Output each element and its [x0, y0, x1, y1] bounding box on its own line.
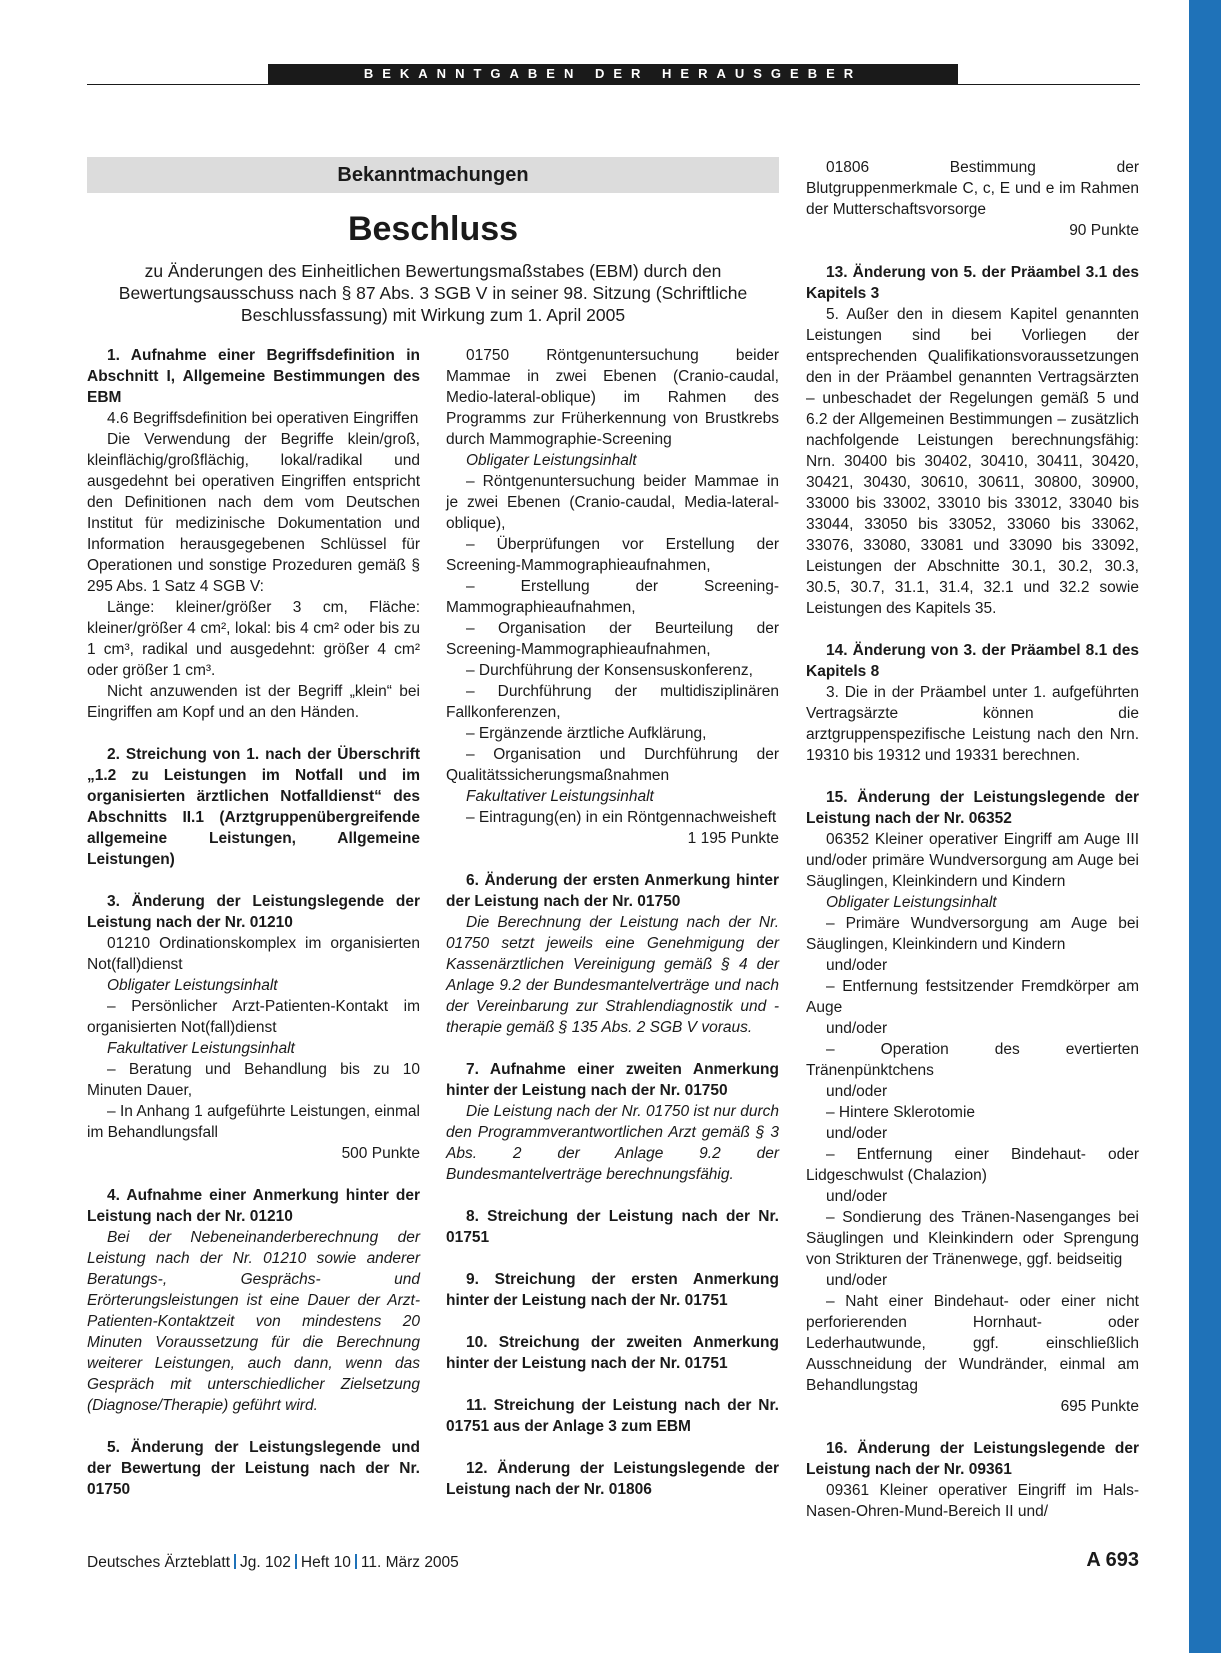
- section-heading: 15. Änderung der Leistungslegende der Leistung nach der Nr. 06352: [806, 789, 1139, 827]
- paragraph: – Persönlicher Arzt-Patienten-Kontakt im organisierten Not(fall)dienst: [87, 998, 420, 1036]
- section-heading: 2. Streichung von 1. nach der Überschrift „1.2 zu Leistungen im Notfall und im organisierten ärztlichen Notfalldienst“ des Abschnitts II.1 (Arztgruppenübergreifende allgemeine Leistungen, Allgemeine Leistungen): [87, 746, 420, 868]
- footer: [87, 1554, 459, 1572]
- journal-volume: Jg. 102: [240, 1554, 291, 1571]
- section-heading: 14. Änderung von 3. der Präambel 8.1 des Kapitels 8: [806, 642, 1139, 680]
- paragraph: und/oder: [826, 1188, 888, 1205]
- paragraph: – Ergänzende ärztliche Aufklärung,: [466, 725, 707, 742]
- category-title-box: Bekanntmachungen: [87, 157, 779, 193]
- paragraph: – Überprüfungen vor Erstellung der Screening-Mammographieaufnahmen,: [446, 536, 779, 574]
- paragraph: – Sondierung des Tränen-Nasenganges bei Säuglingen und Kleinkindern oder Sprengung von Strikturen der Tränenwege, ggf. beidseitig: [806, 1209, 1139, 1268]
- paragraph: 01750 Röntgenuntersuchung beider Mammae in zwei Ebenen (Cranio-caudal, Medio-lateral-oblique) im Rahmen des Programms zur Früherkennung von Brustkrebs durch Mammographie-Screening: [446, 347, 779, 448]
- paragraph: 4.6 Begriffsdefinition bei operativen Eingriffen: [107, 410, 419, 427]
- paragraph: 01210 Ordinationskomplex im organisierten Not(fall)dienst: [87, 935, 420, 973]
- points-line: [87, 1143, 420, 1164]
- paragraph-italic: Obligater Leistungsinhalt: [107, 977, 278, 994]
- text-column-1: [87, 345, 420, 1500]
- section-heading: 5. Änderung der Leistungslegende und der Bewertung der Leistung nach der Nr. 01750: [87, 1439, 420, 1498]
- footer-separator: [295, 1554, 297, 1569]
- journal-date: 11. März 2005: [360, 1554, 459, 1571]
- paragraph: – Durchführung der multidisziplinären Fallkonferenzen,: [446, 683, 779, 721]
- text-column-3: [806, 157, 1139, 1522]
- section-heading: 9. Streichung der ersten Anmerkung hinter der Leistung nach der Nr. 01751: [446, 1271, 779, 1309]
- section-heading: 7. Aufnahme einer zweiten Anmerkung hinter der Leistung nach der Nr. 01750: [446, 1061, 779, 1099]
- text-column-2: [446, 345, 779, 1500]
- section-heading: 16. Änderung der Leistungslegende der Leistung nach der Nr. 09361: [806, 1440, 1139, 1478]
- points-line: [446, 828, 779, 849]
- points-value: 500 Punkte: [341, 1145, 420, 1162]
- paragraph: – In Anhang 1 aufgeführte Leistungen, einmal im Behandlungsfall: [87, 1103, 420, 1141]
- paragraph: – Entfernung einer Bindehaut- oder Lidgeschwulst (Chalazion): [806, 1146, 1139, 1184]
- points-value: 695 Punkte: [1060, 1398, 1139, 1415]
- points-line: [806, 220, 1139, 241]
- paragraph-italic: Obligater Leistungsinhalt: [466, 452, 637, 469]
- paragraph: 3. Die in der Präambel unter 1. aufgeführten Vertragsärzte können die arztgruppenspezifische Leistung nach den Nrn. 19310 bis 19312 und 19331 berechnen.: [806, 684, 1139, 764]
- paragraph: – Eintragung(en) in ein Röntgennachweisheft: [466, 809, 777, 826]
- paragraph-italic: Die Berechnung der Leistung nach der Nr. 01750 setzt jeweils eine Genehmigung der Kassenärztlichen Vereinigung gemäß § 4 der Anlage 9.2 der Bundesmantelverträge und nach der Vereinbarung zur Strahlendiagnostik und -therapie gemäß § 135 Abs. 2 SGB V voraus.: [446, 914, 779, 1036]
- subtitle-line: Bewertungsausschuss nach § 87 Abs. 3 SGB V in seiner 98. Sitzung (Schriftliche: [118, 283, 748, 303]
- paragraph: und/oder: [826, 1272, 888, 1289]
- paragraph-italic: Bei der Nebeneinanderberechnung der Leistung nach der Nr. 01210 sowie anderer Beratungs-, Gesprächs- und Erörterungsleistungen ist eine Dauer der Arzt-Patienten-Kontaktzeit von mindestens 20 Minuten Voraussetzung für die Berechnung weiterer Leistungen, auch dann, wenn das Gespräch mit unterschiedlicher Zielsetzung (Diagnose/Therapie) geführt wird.: [87, 1229, 420, 1414]
- paragraph: Nicht anzuwenden ist der Begriff „klein“ bei Eingriffen am Kopf und an den Händen.: [87, 683, 420, 721]
- section-header-bar: BEKANNTGABEN DER HERAUSGEBER: [268, 64, 958, 84]
- subtitle-line: zu Änderungen des Einheitlichen Bewertungsmaßstabes (EBM) durch den: [144, 261, 722, 281]
- section-heading: 8. Streichung der Leistung nach der Nr. 01751: [446, 1208, 779, 1246]
- paragraph-italic: Fakultativer Leistungsinhalt: [466, 788, 654, 805]
- blue-side-stripe: [1189, 0, 1221, 1653]
- paragraph: und/oder: [826, 1125, 888, 1142]
- paragraph-italic: Fakultativer Leistungsinhalt: [107, 1040, 295, 1057]
- journal-issue: Heft 10: [300, 1554, 351, 1571]
- paragraph: – Naht einer Bindehaut- oder einer nicht perforierenden Hornhaut- oder Lederhautwunde, ggf. einschließlich Ausschneidung der Wundränder, einmal am Behandlungstag: [806, 1293, 1139, 1394]
- paragraph: 01806 Bestimmung der Blutgruppenmerkmale C, c, E und e im Rahmen der Mutterschaftsvorsorge: [806, 159, 1139, 218]
- paragraph: – Organisation und Durchführung der Qualitätssicherungsmaßnahmen: [446, 746, 779, 784]
- paragraph: Länge: kleiner/größer 3 cm, Fläche: kleiner/größer 4 cm², lokal: bis 4 cm² oder bis zu 1 cm³, radikal und ausgedehnt: größer 4 cm² oder größer 1 cm³.: [87, 599, 420, 679]
- paragraph: – Operation des evertierten Tränenpünktchens: [806, 1041, 1139, 1079]
- section-heading: 1. Aufnahme einer Begriffsdefinition in Abschnitt I, Allgemeine Bestimmungen des EBM: [87, 347, 420, 406]
- points-line: [806, 1396, 1139, 1417]
- paragraph: – Durchführung der Konsensuskonferenz,: [466, 662, 753, 679]
- paragraph-italic: Obligater Leistungsinhalt: [826, 894, 997, 911]
- paragraph: 09361 Kleiner operativer Eingriff im Hals-Nasen-Ohren-Mund-Bereich II und/: [806, 1482, 1139, 1520]
- subtitle-line: Beschlussfassung) mit Wirkung zum 1. April 2005: [240, 305, 626, 325]
- paragraph: – Hintere Sklerotomie: [826, 1104, 976, 1121]
- paragraph: – Erstellung der Screening-Mammographieaufnahmen,: [446, 578, 779, 616]
- page-title: Beschluss: [347, 210, 519, 248]
- section-heading: 4. Aufnahme einer Anmerkung hinter der Leistung nach der Nr. 01210: [87, 1187, 420, 1225]
- paragraph: 06352 Kleiner operativer Eingriff am Auge III und/oder primäre Wundversorgung am Auge bei Säuglingen, Kleinkindern und Kindern: [806, 831, 1139, 890]
- paragraph: – Röntgenuntersuchung beider Mammae in je zwei Ebenen (Cranio-caudal, Media-lateral-oblique),: [446, 473, 779, 532]
- footer-separator: [234, 1554, 236, 1569]
- header-rule: [87, 84, 1140, 85]
- section-heading: 3. Änderung der Leistungslegende der Leistung nach der Nr. 01210: [87, 893, 420, 931]
- section-heading: 13. Änderung von 5. der Präambel 3.1 des Kapitels 3: [806, 264, 1139, 302]
- paragraph: und/oder: [826, 1020, 888, 1037]
- paragraph: 5. Außer den in diesem Kapitel genannten Leistungen sind bei Vorliegen der entsprechenden Qualifikationsvoraussetzungen den in der Präambel genannten Vertragsärzten – unbeschadet der Regelungen gemäß 5 und 6.2 der Allgemeinen Bestimmungen – zusätzlich nachfolgende Leistungen berechnungsfähig: Nrn. 30400 bis 30402, 30410, 30411, 30420, 30421, 30430, 30610, 30611, 30800, 30900, 33000 bis 33002, 33010 bis 33012, 33040 bis 33044, 33050 bis 33052, 33060 bis 33062, 33076, 33080, 33081 und 33090 bis 33092, Leistungen der Abschnitte 30.1, 30.2, 30.3, 30.5, 30.7, 31.1, 31.4, 32.1 und 32.2 sowie Leistungen des Kapitels 35.: [806, 306, 1139, 617]
- paragraph: und/oder: [826, 1083, 888, 1100]
- paragraph: – Primäre Wundversorgung am Auge bei Säuglingen, Kleinkindern und Kindern: [806, 915, 1139, 953]
- paragraph: – Organisation der Beurteilung der Screening-Mammographieaufnahmen,: [446, 620, 779, 658]
- section-heading: 11. Streichung der Leistung nach der Nr. 01751 aus der Anlage 3 zum EBM: [446, 1397, 779, 1435]
- paragraph-italic: Die Leistung nach der Nr. 01750 ist nur durch den Programmverantwortlichen Arzt gemäß § 3 Abs. 2 der Anlage 9.2 der Bundesmantelverträge berechnungsfähig.: [446, 1103, 779, 1183]
- paragraph: – Entfernung festsitzender Fremdkörper am Auge: [806, 978, 1139, 1016]
- points-value: 1 195 Punkte: [687, 830, 779, 847]
- section-heading: 6. Änderung der ersten Anmerkung hinter der Leistung nach der Nr. 01750: [446, 872, 779, 910]
- footer-separator: [355, 1554, 357, 1569]
- paragraph: Die Verwendung der Begriffe klein/groß, kleinflächig/großflächig, lokal/radikal und ausgedehnt bei operativen Eingriffen entspricht den Definitionen nach dem vom Deutschen Institut für medizinische Dokumentation und Information herausgegebenen Schlüssel für Operationen und sonstige Prozeduren gemäß § 295 Abs. 1 Satz 4 SGB V:: [87, 431, 420, 595]
- section-heading: 12. Änderung der Leistungslegende der Leistung nach der Nr. 01806: [446, 1460, 779, 1498]
- paragraph: – Beratung und Behandlung bis zu 10 Minuten Dauer,: [87, 1061, 420, 1099]
- points-value: 90 Punkte: [1069, 222, 1139, 239]
- paragraph: und/oder: [826, 957, 888, 974]
- subtitle: [87, 260, 779, 326]
- page-number: A 693: [1086, 1549, 1139, 1571]
- journal-name: Deutsches Ärzteblatt: [87, 1554, 231, 1571]
- section-heading: 10. Streichung der zweiten Anmerkung hinter der Leistung nach der Nr. 01751: [446, 1334, 779, 1372]
